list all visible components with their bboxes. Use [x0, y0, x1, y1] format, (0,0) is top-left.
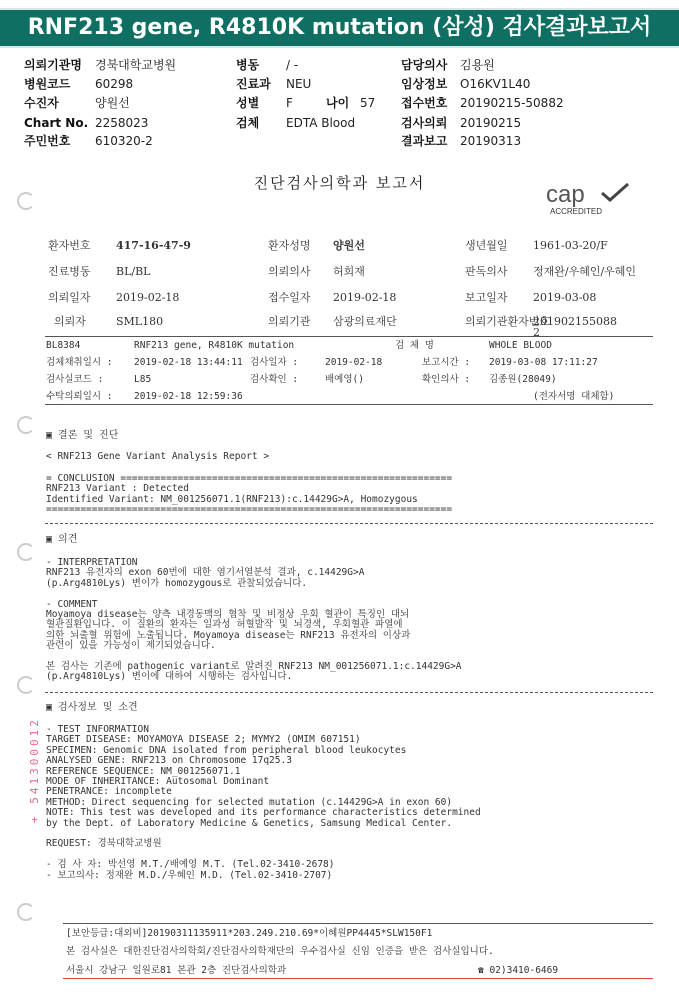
report-line: RNF213 유전자의 exon 60번에 대한 염기서열분석 결과, c.14429G>A — [46, 567, 365, 579]
meta-field: 검사확인 : — [250, 374, 299, 385]
header-value: NEU — [286, 77, 312, 91]
header-label: 병동 — [236, 58, 260, 72]
info-cell: 2 — [533, 326, 540, 339]
meta-field: 수탁의뢰일시 : — [46, 391, 113, 402]
info-cell: 2019-02-18 — [333, 291, 397, 304]
info-cell: 의뢰일자 — [48, 291, 91, 304]
report-line: MODE OF INHERITANCE: Autosomal Dominant — [46, 776, 270, 787]
footer-security: [보안등급:대외비]20190311135911*203.249.210.69*이혜원PP4445*SLW150F1 — [66, 928, 433, 939]
vertical-serial: + 541300012 — [28, 717, 41, 823]
report-line: - COMMENT — [46, 598, 98, 610]
meta-field: 확인의사 : — [422, 374, 471, 385]
cap-logo-text: cap — [546, 181, 585, 208]
report-line: SPECIMEN: Genomic DNA isolated from peripheral blood leukocytes — [46, 744, 407, 756]
info-cell: 접수일자 — [268, 291, 311, 304]
section-head: ▣ 의견 — [46, 534, 78, 545]
binder-hole-icon — [17, 543, 35, 561]
meta-field: 김종원(28049) — [489, 374, 557, 385]
report-subtitle: < RNF213 Gene Variant Analysis Report > — [46, 451, 270, 462]
info-cell: 허희재 — [333, 265, 365, 278]
footer — [63, 923, 653, 979]
header-value: F — [286, 96, 293, 110]
meta-esign: (전자서명 대체함) — [533, 391, 615, 402]
header-value: / - — [286, 58, 299, 72]
scanned-report — [0, 168, 679, 994]
section-head: ▣ 검사정보 및 소견 — [46, 702, 138, 713]
header-label: Chart No. — [24, 116, 89, 130]
info-cell: 201902155088 — [533, 315, 617, 328]
header-value: O16KV1L40 — [460, 77, 531, 91]
info-cell: 삼광의료재단 — [333, 315, 397, 328]
report-line: REFERENCE SEQUENCE: NM_001256071.1 — [46, 765, 241, 777]
report-line: 본 검사는 기존에 pathogenic variant로 알려진 RNF213 NM_001256071.1:c.14429G>A — [46, 661, 462, 672]
info-cell: BL/BL — [116, 265, 151, 278]
info-cell: 의뢰자 — [54, 315, 86, 328]
info-cell: 양원선 — [333, 239, 365, 252]
meta-field: 검사일자 : — [250, 357, 299, 368]
report-line: RNF213 Variant : Detected — [46, 483, 189, 495]
info-cell: 의뢰기관 — [268, 315, 311, 328]
info-cell: 보고일자 — [465, 291, 508, 304]
header-label: 병원코드 — [24, 77, 71, 91]
info-cell: 의뢰의사 — [268, 265, 311, 278]
header-value: 20190313 — [460, 134, 522, 148]
report-line: - TEST INFORMATION — [46, 724, 149, 735]
report-line: = CONCLUSION ========================================================== — [46, 473, 453, 484]
info-cell: 환자성명 — [268, 239, 311, 252]
report-line: 관련이 있을 가능성이 제기되었습니다. — [46, 640, 216, 652]
check-mark-icon — [602, 184, 628, 200]
report-line: - INTERPRETATION — [46, 557, 138, 568]
info-cell: 의뢰기관환자번호 — [465, 315, 551, 328]
meta-field: L85 — [134, 374, 152, 385]
info-cell: 2019-03-08 — [533, 291, 597, 304]
report-line: PENETRANCE: incomplete — [46, 786, 172, 798]
scan-title: 진단검사의학과 보고서 — [253, 174, 426, 192]
meta-specimen: WHOLE BLOOD — [489, 340, 552, 351]
header-value: 20190215 — [460, 116, 522, 130]
report-line: - 검 사 자: 박선영 M.T./배예영 M.T. (Tel.02-3410-2678) — [46, 859, 335, 871]
binder-hole-icon — [17, 676, 35, 694]
header-label: 수진자 — [24, 96, 59, 110]
meta-field: 보고시간 : — [422, 357, 471, 368]
report-line: ======================================================================= — [46, 504, 453, 516]
info-cell: SML180 — [116, 315, 164, 328]
meta-specimen-label: 검 체 명 — [395, 340, 434, 351]
header-value: 20190215-50882 — [460, 96, 564, 110]
header-value: 60298 — [95, 77, 134, 91]
footer-cert: 본 검사실은 대한진단검사의학회/진단검사의학재단의 우수검사실 신임 인증을 받은 검사실입니다. — [66, 946, 494, 957]
report-title: RNF213 gene, R4810K mutation (삼성) 검사결과보고서 — [27, 15, 652, 40]
meta-test: RNF213 gene, R4810K mutation — [134, 340, 295, 351]
header-label: 의뢰기관명 — [24, 58, 82, 72]
divider — [45, 404, 653, 405]
binder-hole-icon — [17, 416, 35, 434]
header-value: 2258023 — [95, 116, 149, 130]
divider — [45, 692, 653, 693]
report-line: ANALYSED GENE: RNF213 on Chromosome 17q25.3 — [46, 755, 292, 767]
report-line: (p.Arg4810Lys) 변이에 대하여 시행하는 검사입니다. — [46, 671, 293, 683]
binder-hole-icon — [17, 903, 35, 921]
header-label: 주민번호 — [24, 134, 71, 148]
header-value: 경북대학교병원 — [95, 58, 177, 72]
info-cell: 정재완/우혜인/우혜인 — [533, 265, 637, 278]
cap-accredited: ACCREDITED — [550, 207, 603, 216]
meta-code: BL8384 — [46, 340, 81, 351]
header-label: 진료과 — [236, 77, 271, 91]
header-label: 나이 — [326, 96, 350, 110]
meta-field: 2019-02-18 — [325, 357, 383, 368]
meta-field: 2019-02-18 12:59:36 — [134, 391, 243, 402]
cap-logo — [544, 180, 634, 216]
footer-phone: ☎ 02)3410-6469 — [478, 965, 559, 976]
header-label: 검체 — [236, 116, 260, 130]
report-line: - 보고의사: 정재완 M.D./우혜인 M.D. (Tel.02-3410-2707) — [46, 869, 333, 881]
report-line: METHOD: Direct sequencing for selected mutation (c.14429G>A in exon 60) — [46, 796, 453, 808]
report-line: 의한 뇌출혈 위험에 노출됩니다. Moyamoya disease는 RNF213 유전자의 이상과 — [46, 629, 411, 641]
header-label: 담당의사 — [401, 58, 448, 72]
header-label: 결과보고 — [401, 134, 448, 148]
meta-field: 배예영() — [325, 374, 364, 385]
cap-logo-graphic — [544, 180, 634, 216]
divider — [45, 336, 653, 337]
header-value: 610320-2 — [95, 134, 153, 148]
report-line: Moyamoya disease는 양측 내경동맥의 협착 및 비정상 우회 혈관이 특징인 대뇌 — [46, 609, 410, 620]
info-cell: 417-16-47-9 — [116, 239, 191, 252]
divider — [45, 523, 653, 524]
report-line: 혈관질환입니다. 이 질환의 환자는 일과성 허혈발작 및 뇌경색, 우회혈관 파열에 — [46, 619, 403, 631]
header-label: 임상정보 — [401, 77, 448, 91]
report-line: (p.Arg4810Lys) 변이가 homozygous로 관찰되었습니다. — [46, 577, 308, 589]
report-line: TARGET DISEASE: MOYAMOYA DISEASE 2; MYMY2 (OMIM 607151) — [46, 734, 361, 746]
header-label: 검사의뢰 — [401, 116, 448, 130]
info-cell: 진료병동 — [48, 265, 91, 278]
info-cell: 생년월일 — [465, 239, 508, 252]
header-value: 양원선 — [95, 96, 130, 110]
report-line: by the Dept. of Laboratory Medicine & Genetics, Samsung Medical Center. — [46, 817, 453, 829]
header-value: 57 — [360, 96, 376, 110]
meta-field: 검체채취일시 : — [46, 357, 113, 368]
report-banner — [0, 8, 679, 48]
header-label: 접수번호 — [401, 96, 448, 110]
meta-field: 검사실코드 : — [46, 374, 104, 385]
red-line — [63, 978, 653, 979]
header-value: EDTA Blood — [286, 116, 356, 130]
header-label: 성별 — [236, 96, 260, 110]
report-line: Identified Variant: NM_001256071.1(RNF213):c.14429G>A, Homozygous — [46, 493, 418, 505]
info-cell: 2019-02-18 — [116, 291, 180, 304]
meta-field: 2019-02-18 13:44:11 — [134, 357, 243, 368]
section-head: ▣ 결론 및 진단 — [46, 430, 119, 441]
info-cell: 판독의사 — [465, 265, 508, 278]
info-cell: 환자번호 — [48, 239, 91, 252]
meta-field: 2019-03-08 17:11:27 — [489, 357, 598, 368]
report-line: NOTE: This test was developed and its performance characteristics determined — [46, 807, 481, 819]
footer-address: 서울시 강남구 일원로81 본관 2층 진단검사의학과 — [66, 965, 287, 976]
report-line: REQUEST: 경북대학교병원 — [46, 838, 162, 850]
info-cell: 1961-03-20/F — [533, 239, 608, 252]
header-value: 김용원 — [460, 58, 495, 72]
binder-hole-icon — [17, 192, 35, 210]
